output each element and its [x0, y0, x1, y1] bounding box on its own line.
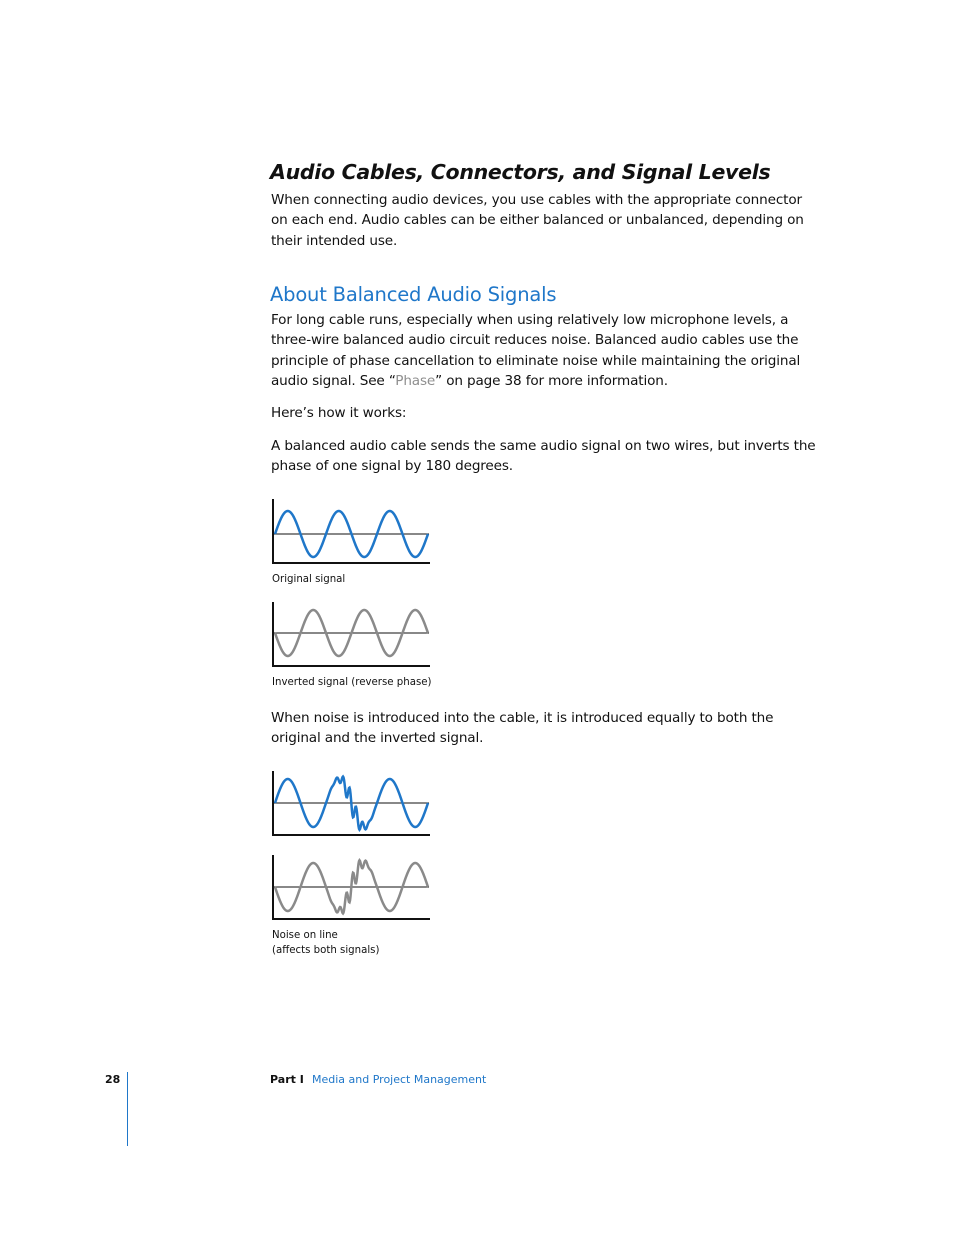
- subsection-title: About Balanced Audio Signals: [270, 283, 557, 306]
- original-signal-figure: [270, 497, 432, 567]
- section-intro: When connecting audio devices, you use cables with the appropriate connector on each end. Audio cables can be either balanced or unbalanced, depending on their intended use.: [271, 192, 804, 249]
- inverted-signal-figure: [270, 600, 432, 670]
- noise-caption: [272, 928, 379, 958]
- footer-part-label: Part I: [270, 1073, 304, 1086]
- section-title: Audio Cables, Connectors, and Signal Levels: [270, 160, 771, 184]
- footer-divider: [127, 1072, 128, 1146]
- noise-caption-line-1: Noise on line: [272, 930, 338, 941]
- noise-paragraph: When noise is introduced into the cable, it is introduced equally to both the original and the inverted signal.: [271, 710, 774, 747]
- how-it-works-paragraph: Here’s how it works:: [271, 405, 407, 421]
- page-number: 28: [105, 1073, 121, 1086]
- balanced-intro-paragraph: [271, 310, 819, 391]
- footer-part-title[interactable]: Media and Project Management: [312, 1073, 487, 1086]
- noisy-original-signal-figure: [270, 769, 432, 839]
- inverted-signal-caption: Inverted signal (reverse phase): [272, 677, 432, 688]
- paragraph-text: For long cable runs, especially when using relatively low microphone levels, a three-wire balanced audio circuit reduces noise. Balanced audio cables use the principle of phase cancellation to eliminate noise while maintaining the original audio signal. See “: [271, 312, 801, 389]
- balanced-cable-paragraph: A balanced audio cable sends the same audio signal on two wires, but inverts the phase of one signal by 180 degrees.: [271, 438, 816, 475]
- noise-caption-line-2: (affects both signals): [272, 945, 380, 956]
- noisy-inverted-signal-figure: [270, 853, 432, 923]
- phase-link[interactable]: Phase: [395, 372, 436, 389]
- original-signal-caption: Original signal: [272, 574, 346, 585]
- paragraph-text: ” on page 38 for more information.: [435, 372, 668, 389]
